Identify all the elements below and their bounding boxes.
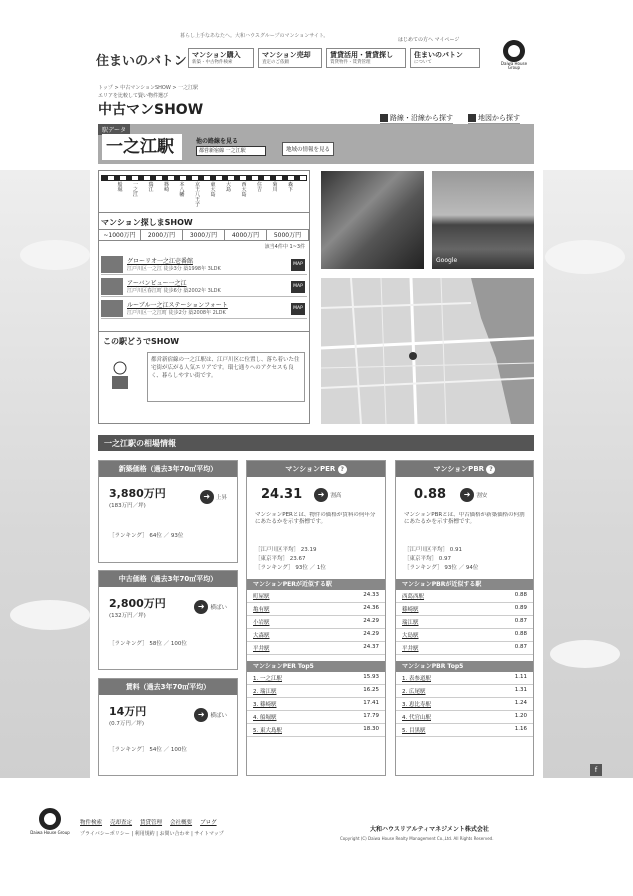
station-name: 一之江駅 — [102, 134, 182, 160]
rail-track — [101, 175, 307, 181]
map-button[interactable]: MAP — [291, 281, 305, 293]
trend-label: 横ばい — [210, 605, 227, 611]
station-link: 1. 一之江駅 — [253, 676, 282, 682]
per-description: マンションPERとは、物件の価格が賃料の何年分にあたるかを示す指標です。 — [255, 512, 376, 525]
per-top-list — [247, 672, 385, 737]
trend-label: 上昇 — [215, 495, 227, 501]
value: 0.87 — [514, 618, 527, 624]
list-item[interactable] — [247, 724, 385, 737]
pbr-card — [395, 460, 534, 776]
map-button[interactable]: MAP — [291, 259, 305, 271]
list-item[interactable] — [247, 698, 385, 711]
list-item[interactable] — [247, 629, 385, 642]
dosho-text: 都営新宿線の一之江駅は、江戸川区に位置し、落ち着いた住宅街が広がる人気エリアです。環七通りへのアクセスも良く、暮らしやすい街です。 — [147, 352, 305, 402]
property-detail: 江戸川区春江町 徒歩6分 築2002年 3LDK — [127, 288, 221, 294]
nav-purchase-button[interactable]: マンション購入 新築・中古物件検索 — [188, 48, 254, 68]
per-near-list — [247, 590, 385, 655]
value: 24.29 — [363, 618, 379, 624]
up-arrow-icon: ➜ — [200, 490, 214, 504]
station-link: 平井駅 — [253, 646, 270, 652]
map-button[interactable]: MAP — [291, 303, 305, 315]
property-thumbnail — [101, 278, 123, 295]
per-top-title: マンションPER Top5 — [247, 661, 385, 672]
value: 24.37 — [363, 644, 379, 650]
property-detail: 江戸川区一之江町 徒歩2分 築2008年 2LDK — [127, 310, 226, 316]
price-button[interactable]: 3000万円 — [183, 230, 225, 240]
station-band — [98, 124, 534, 164]
property-thumbnail — [101, 300, 123, 317]
list-item[interactable] — [247, 672, 385, 685]
card-heading: 新築価格（過去3年70㎡平均） — [99, 461, 237, 477]
ranking: ［ランキング］ 64位 ／ 93位 — [109, 533, 184, 539]
help-icon: ? — [338, 465, 347, 474]
facebook-icon[interactable]: f — [590, 764, 602, 776]
footer-link[interactable]: 会社概要 — [170, 820, 193, 826]
trend-label: 割安 — [476, 492, 488, 499]
nav-rent-button[interactable]: 賃貸活用・賃貸探し 賃貸物件・賃貸管理 — [326, 48, 406, 68]
value: 18.30 — [363, 726, 379, 732]
station-link: 平井駅 — [402, 646, 419, 652]
station-data-label: 駅データ — [98, 124, 130, 135]
rent-per-tsubo: (0.7万円／坪) — [109, 721, 145, 727]
pbr-heading: マンションPBR ? — [396, 461, 533, 477]
ranking: ［ランキング］ 58位 ／ 100位 — [109, 641, 187, 647]
google-label: Google — [436, 257, 458, 264]
daiwa-logo: Daiwa House Group — [500, 40, 528, 68]
pbr-top-list — [396, 672, 533, 737]
station-link: 2. 広尾駅 — [402, 689, 426, 695]
area-info-button[interactable]: 地域の情報を見る — [282, 142, 334, 156]
station-link: 亀有駅 — [253, 607, 270, 613]
arrow-icon: ➜ — [314, 488, 328, 502]
property-name[interactable]: アーバンビュー一之江 — [127, 280, 187, 287]
footer-links — [80, 818, 217, 826]
value: 17.41 — [363, 700, 379, 706]
footer-link[interactable]: 賃貸管理 — [140, 820, 163, 826]
line-select[interactable]: 都営新宿線 一之江駅 — [196, 146, 266, 156]
map-roads — [321, 278, 534, 424]
footer-link[interactable]: 売却査定 — [110, 820, 133, 826]
list-item[interactable] — [247, 685, 385, 698]
list-item[interactable] — [396, 642, 533, 655]
trend-label: 割高 — [330, 492, 342, 499]
value: 17.79 — [363, 713, 379, 719]
list-item[interactable] — [396, 590, 533, 603]
station-link: 大島駅 — [402, 633, 419, 639]
dosho-panel — [99, 331, 309, 423]
value: 24.36 — [363, 605, 379, 611]
line-station[interactable]: 船堀 — [117, 182, 123, 193]
nav-baton-button[interactable]: 住まいのバトン について — [410, 48, 480, 68]
other-line-label: 他の路線を見る — [196, 138, 239, 145]
stat: ［ランキング］ 93位 ／ 94位 — [404, 565, 479, 571]
cloud — [550, 640, 620, 668]
footer-link[interactable]: ブログ — [200, 820, 217, 826]
market-section-title: 一之江駅の相場情報 — [98, 435, 534, 451]
stat: ［江戸川区平均］ 23.19 — [255, 547, 317, 553]
list-item[interactable] — [247, 590, 385, 603]
line-diagram — [99, 171, 309, 213]
list-item[interactable] — [247, 642, 385, 655]
stat: ［東京平均］ 23.67 — [255, 556, 306, 562]
value: 15.93 — [363, 674, 379, 680]
value: 1.31 — [514, 687, 527, 693]
value: 1.16 — [514, 726, 527, 732]
station-link: 3. 篠崎駅 — [253, 702, 277, 708]
value: 0.88 — [514, 592, 527, 598]
dosho-title: この駅どうでSHOW — [103, 337, 180, 346]
flat-arrow-icon: ➜ — [194, 600, 208, 614]
value: 24.29 — [363, 631, 379, 637]
station-link: 4. 代官山駅 — [402, 715, 431, 721]
line-station[interactable]: 京王八王子 — [194, 182, 200, 208]
line-station[interactable]: 東大島 — [210, 182, 216, 198]
cloud — [545, 240, 625, 274]
list-item[interactable] — [396, 629, 533, 642]
new-price-per-tsubo: (183万円／坪) — [109, 503, 146, 509]
search-title: マンション探しまSHOW — [101, 218, 193, 227]
per-near-title: マンションPERが近似する駅 — [247, 579, 385, 590]
arrow-icon — [380, 114, 388, 122]
list-item[interactable] — [396, 698, 533, 711]
pbr-value: 0.88 — [414, 487, 447, 502]
pbr-description: マンションPBRとは、中古価格が新築価格の何割にあたるかを示す指標です。 — [404, 512, 525, 525]
used-price-per-tsubo: (132万円／坪) — [109, 613, 146, 619]
footer-link[interactable]: 物件検索 — [80, 820, 103, 826]
stat: ［東京平均］ 0.97 — [404, 556, 451, 562]
line-station[interactable]: 大島 — [225, 182, 231, 193]
value: 0.87 — [514, 644, 527, 650]
arrow-icon: ➜ — [460, 488, 474, 502]
chuko-mansion-show-logo[interactable]: エリアを比較して賢い物件選び 中古マンSHOW — [98, 93, 204, 118]
footer-daiwa-logo: Daiwa House Group — [30, 808, 70, 835]
value: 24.33 — [363, 592, 379, 598]
station-link: 2. 瑞江駅 — [253, 689, 277, 695]
price-button[interactable]: 4000万円 — [225, 230, 267, 240]
cloud — [20, 240, 90, 270]
result-count: 該当4件中 1~3件 — [264, 244, 305, 250]
list-item[interactable] — [247, 616, 385, 629]
site-logo[interactable]: 住まいのバトン — [96, 54, 187, 69]
per-value: 24.31 — [261, 487, 303, 502]
list-item[interactable] — [247, 711, 385, 724]
pbr-near-title: マンションPBRが近似する駅 — [396, 579, 533, 590]
pbr-top-title: マンションPBR Top5 — [396, 661, 533, 672]
value: 16.25 — [363, 687, 379, 693]
station-link: 小岩駅 — [253, 620, 270, 626]
station-link: 篠崎駅 — [402, 607, 419, 613]
value: 0.89 — [514, 605, 527, 611]
value: 0.88 — [514, 631, 527, 637]
station-link: 町屋駅 — [253, 594, 270, 600]
arrow-icon — [468, 114, 476, 122]
tagline: 暮らし上手なあなたへ。大和ハウスグループのマンションサイト。 — [180, 33, 329, 39]
cloud — [10, 600, 90, 630]
ranking: ［ランキング］ 54位 ／ 100位 — [109, 747, 187, 753]
price-button[interactable]: ~1000万円 — [99, 230, 141, 240]
list-item[interactable] — [101, 255, 307, 275]
station-link: 大森駅 — [253, 633, 270, 639]
value: 1.20 — [514, 713, 527, 719]
line-station[interactable]: 住吉 — [256, 182, 262, 193]
footer-links-secondary[interactable]: プライバシーポリシー | 利用規約 | お問い合わせ | サイトマップ — [80, 831, 224, 837]
map-search-link[interactable]: 地図から探す — [468, 113, 520, 124]
property-name[interactable]: グローリオ一之江壱番館 — [127, 258, 193, 265]
area-map[interactable] — [321, 278, 534, 424]
trend-label: 横ばい — [210, 713, 227, 719]
station-link: 5. 目黒駅 — [402, 728, 426, 734]
aerial-photo[interactable] — [321, 171, 424, 269]
footer — [0, 778, 633, 896]
stat: ［江戸川区平均］ 0.91 — [404, 547, 462, 553]
line-station[interactable]: 西大島 — [241, 182, 247, 198]
card-heading: 中古価格（過去3年70㎡平均） — [99, 571, 237, 587]
stat: ［ランキング］ 93位 ／ 1位 — [255, 565, 326, 571]
line-station[interactable]: 森下 — [287, 182, 293, 193]
new-price-card — [98, 460, 238, 563]
person-icon — [109, 360, 131, 390]
station-link: 1. 表参道駅 — [402, 676, 431, 682]
card-heading: 賃料（過去3年70㎡平均） — [99, 679, 237, 695]
property-thumbnail — [101, 256, 123, 273]
used-price: 2,800万円 — [109, 597, 166, 610]
nav-sell-button[interactable]: マンション売却 査定のご依頼 — [258, 48, 322, 68]
breadcrumb[interactable]: トップ > 中古マンションSHOW > 一之江駅 — [98, 85, 199, 91]
per-card — [246, 460, 386, 776]
copyright: Copyright (C) Daiwa House Realty Management Co.,Ltd. All Rights Reserved. — [340, 836, 494, 841]
value: 1.11 — [514, 674, 527, 680]
line-station[interactable]: 篠崎 — [163, 182, 169, 193]
list-item[interactable] — [396, 711, 533, 724]
pbr-near-list — [396, 590, 533, 655]
price-button[interactable]: 2000万円 — [141, 230, 183, 240]
station-link: 5. 東大島駅 — [253, 728, 282, 734]
station-link: 瑞江駅 — [402, 620, 419, 626]
rail-search-link[interactable]: 路線・沿線から探す — [380, 113, 453, 124]
line-station[interactable]: 一之江 — [132, 182, 138, 198]
list-item[interactable] — [396, 672, 533, 685]
list-item[interactable] — [396, 603, 533, 616]
rent-price: 14万円 — [109, 705, 147, 718]
station-link: 4. 船堀駅 — [253, 715, 277, 721]
top-links[interactable]: はじめての方へ マイページ — [398, 37, 460, 43]
line-station[interactable]: 菊川 — [272, 182, 278, 193]
price-buttons — [99, 229, 309, 241]
property-name[interactable]: ルーブル一之江ステーションフォート — [127, 302, 228, 309]
list-item[interactable] — [247, 603, 385, 616]
per-heading: マンションPER ? — [247, 461, 385, 477]
station-link: 3. 恵比寿駅 — [402, 702, 431, 708]
list-item[interactable] — [396, 685, 533, 698]
help-icon: ? — [486, 465, 495, 474]
property-detail: 江戸川区一之江 徒歩3分 築1998年 3LDK — [127, 266, 221, 272]
list-item[interactable] — [101, 277, 307, 297]
price-button[interactable]: 5000万円 — [267, 230, 309, 240]
rent-card — [98, 678, 238, 776]
street-view-photo[interactable] — [432, 171, 534, 269]
value: 1.24 — [514, 700, 527, 706]
list-item[interactable] — [101, 299, 307, 319]
new-price: 3,880万円 — [109, 487, 166, 500]
left-column — [98, 170, 310, 424]
list-item[interactable] — [396, 724, 533, 737]
company-name: 大和ハウスリアルティマネジメント株式会社 — [370, 826, 489, 833]
flat-arrow-icon: ➜ — [194, 708, 208, 722]
top-header — [90, 28, 543, 82]
station-link: 西葛西駅 — [402, 594, 425, 600]
used-price-card — [98, 570, 238, 670]
line-station[interactable]: 瑞江 — [148, 182, 154, 193]
line-station[interactable]: 本八幡 — [179, 182, 185, 198]
list-item[interactable] — [396, 616, 533, 629]
